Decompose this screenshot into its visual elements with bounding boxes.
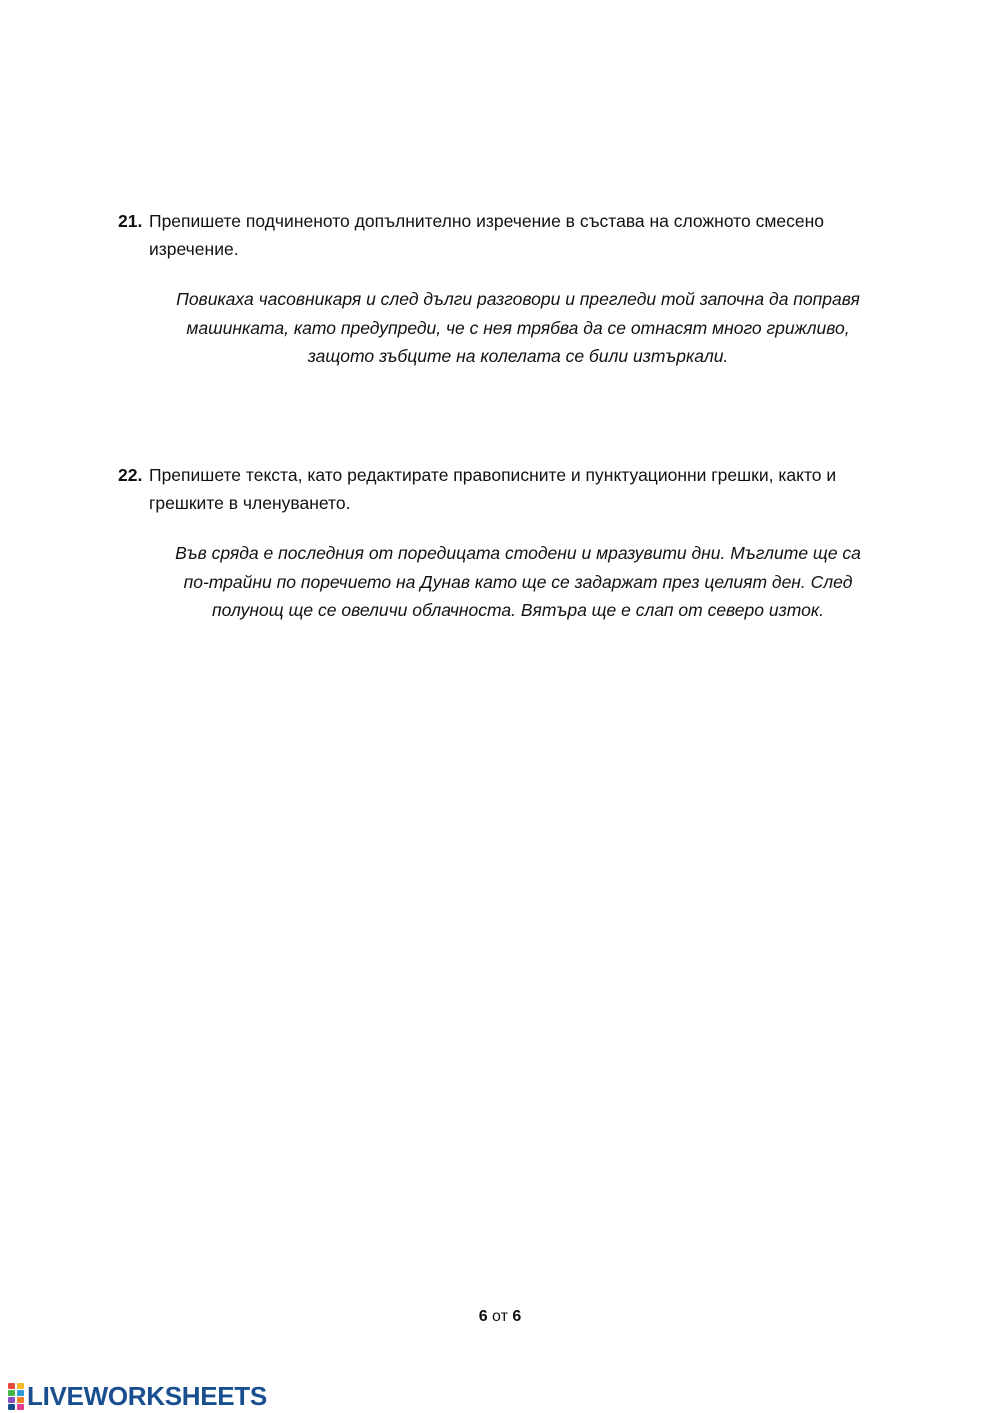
- logo-mark-block: [8, 1404, 15, 1410]
- passage-line: защото зъбците на колелата се били изтъркали.: [307, 346, 729, 366]
- page-total: 6: [512, 1308, 522, 1325]
- logo-mark-icon: [8, 1383, 24, 1409]
- logo-mark-block: [17, 1390, 24, 1396]
- logo-mark-block: [17, 1383, 24, 1389]
- question-instruction: Препишете текста, като редактирате правописните и пунктуационни грешки, както и грешките в членуването.: [149, 465, 837, 513]
- logo-mark-block: [17, 1397, 24, 1403]
- logo-mark-block: [8, 1383, 15, 1389]
- logo-mark-block: [17, 1404, 24, 1410]
- question-number: 22.: [118, 465, 143, 485]
- liveworksheets-logo[interactable]: [8, 1381, 267, 1411]
- question-22: [118, 461, 898, 625]
- page-current: 6: [478, 1308, 488, 1325]
- logo-mark-block: [8, 1397, 15, 1403]
- question-instruction: Препишете подчиненото допълнително изречение в състава на сложното смесено изречение.: [149, 211, 824, 259]
- question-passage: [118, 539, 898, 625]
- passage-line: Във сряда е последния от поредицата стодени и мразувити дни. Мъглите ще са: [175, 543, 861, 563]
- page-separator: от: [487, 1308, 513, 1325]
- question-22-instruction-block: [118, 461, 898, 517]
- question-21-instruction-block: [118, 207, 898, 263]
- logo-text: LIVEWORKSHEETS: [27, 1380, 267, 1411]
- question-number: 21.: [118, 211, 143, 231]
- page-number: [0, 1308, 1000, 1326]
- passage-line: по-трайни по поречието на Дунав като ще се задаржат през целият ден. След: [183, 571, 853, 592]
- passage-line: полунощ ще се овеличи облачноста. Вятъра ще е слап от северо изток.: [212, 600, 824, 620]
- logo-mark-block: [8, 1390, 15, 1396]
- passage-line: машинката, като предупреди, че с нея трябва да се отнасят много грижливо,: [186, 317, 850, 338]
- question-passage: [118, 285, 898, 371]
- question-21: [118, 207, 898, 371]
- passage-line: Повикаха часовникаря и след дълги разговори и прегледи той започна да поправя: [176, 289, 860, 309]
